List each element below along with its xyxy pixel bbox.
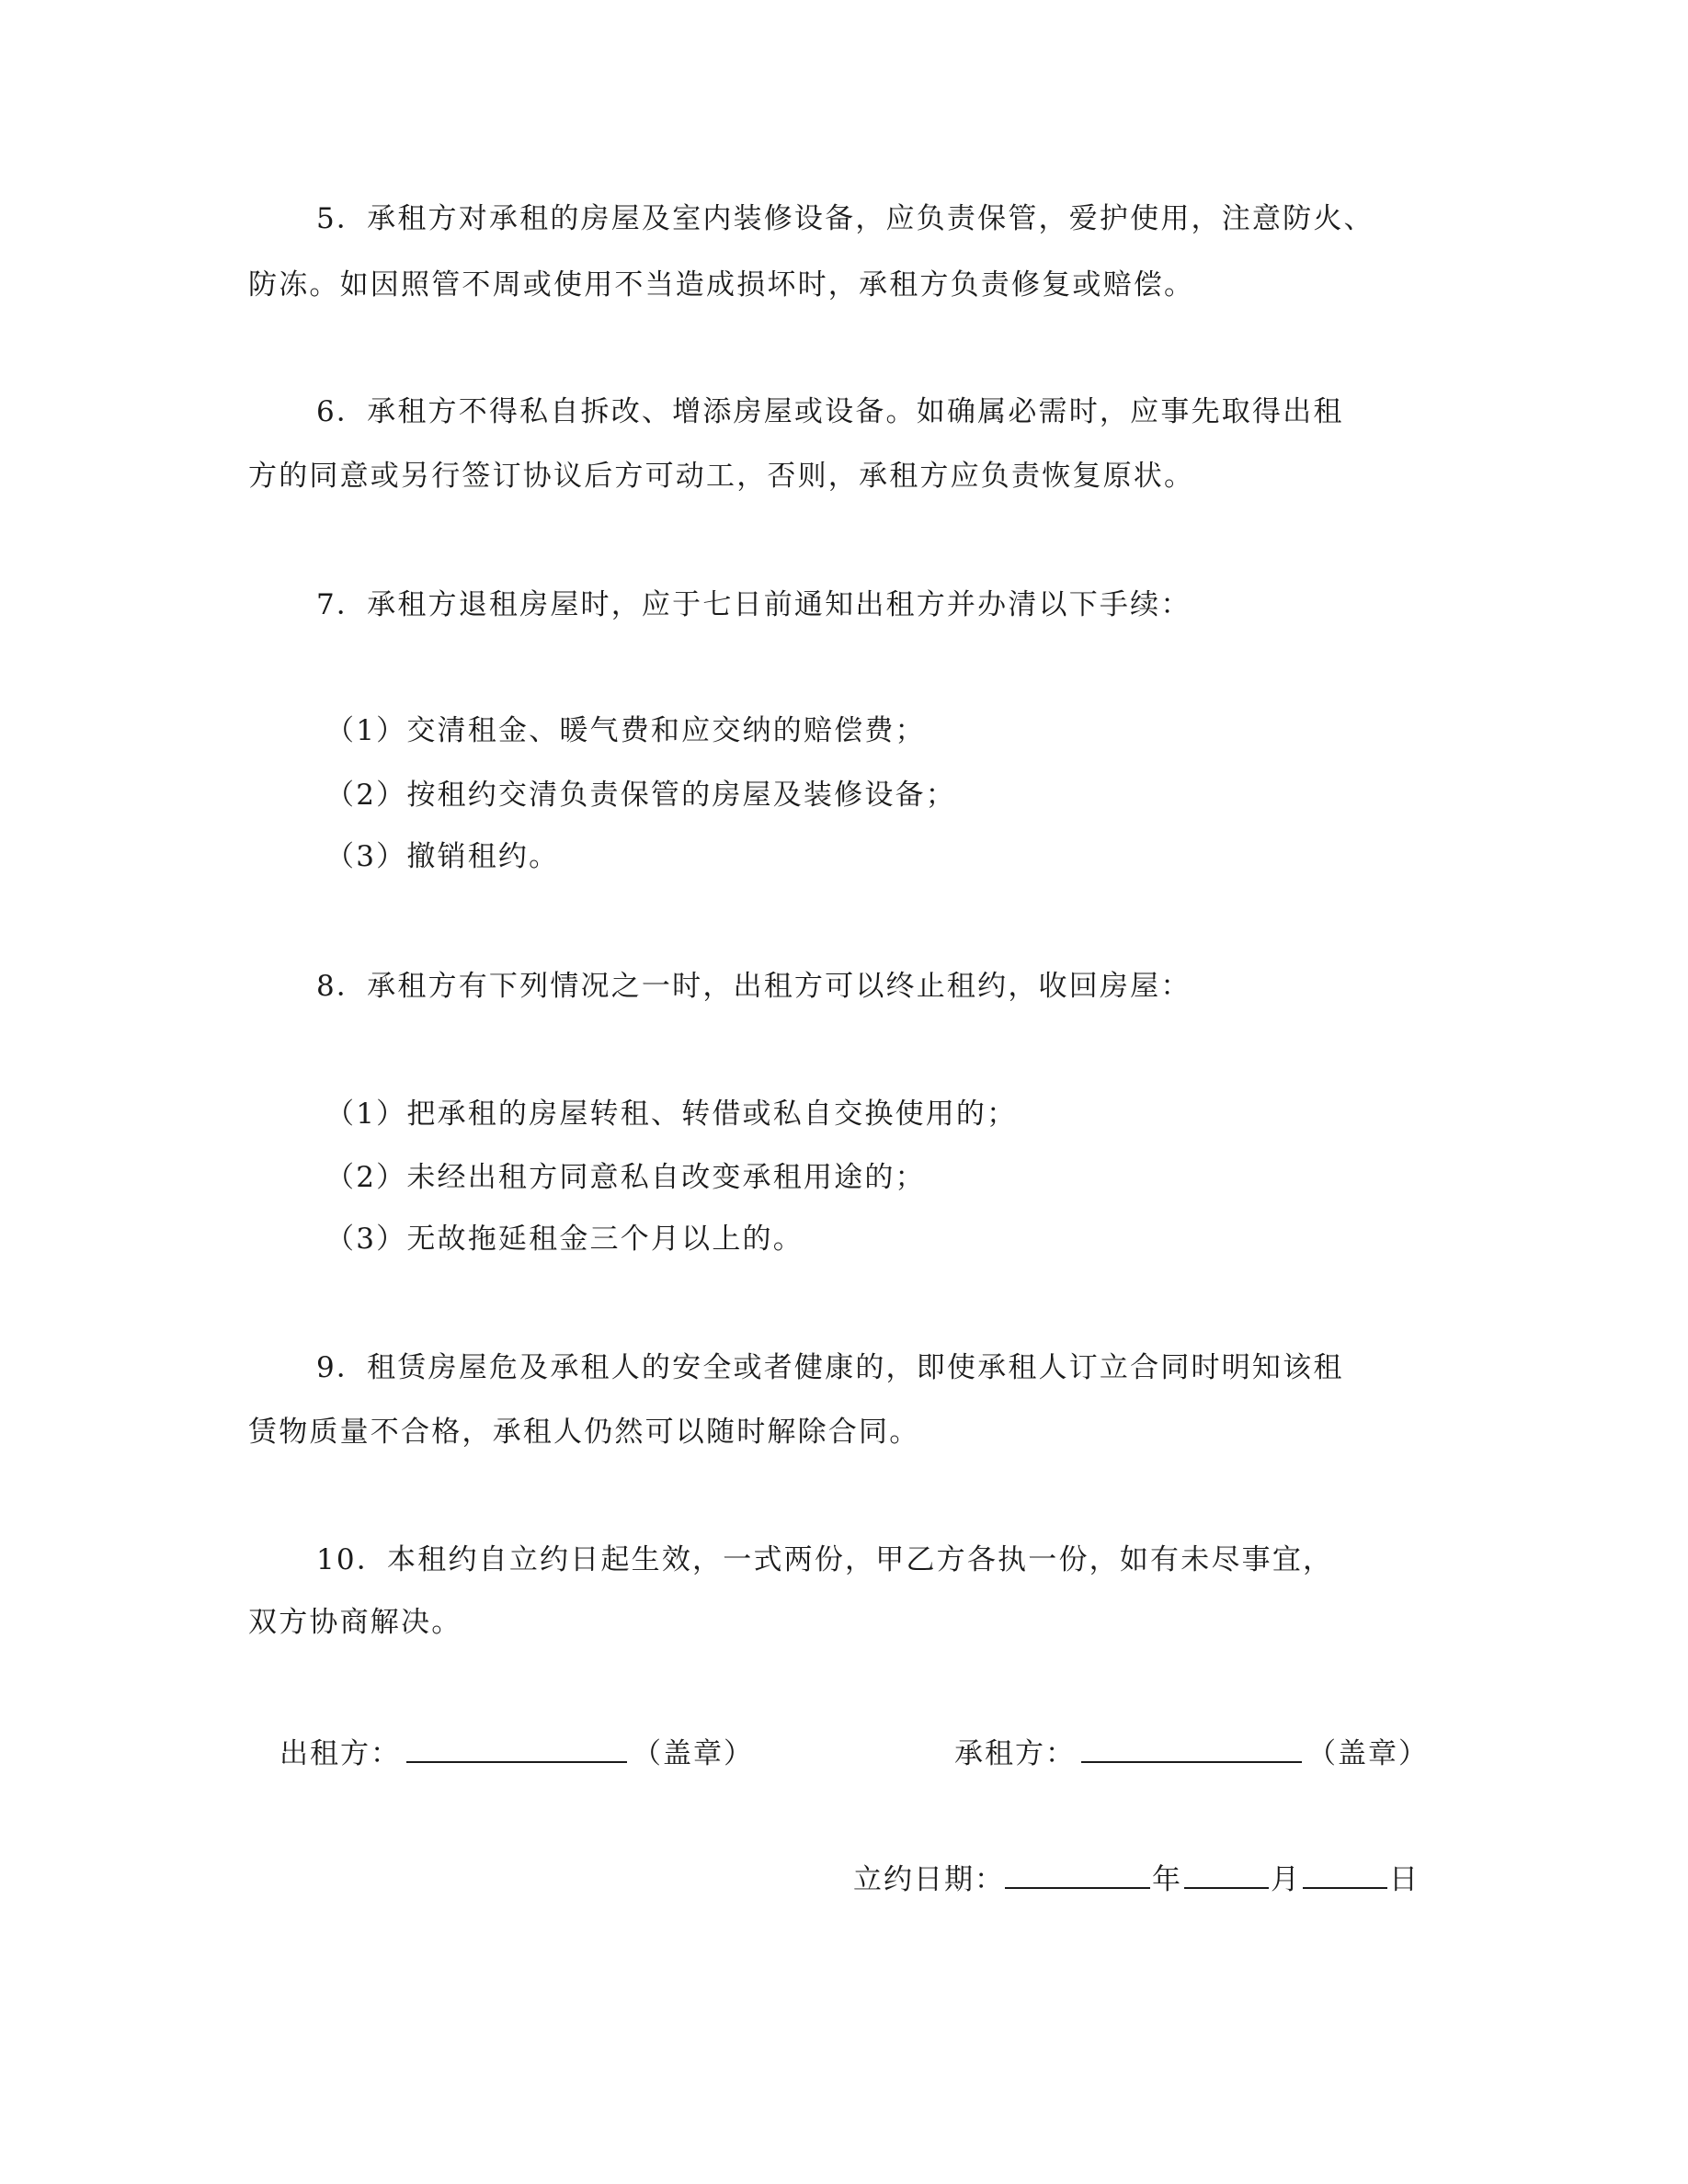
clause-6-line-1: 6．承租方不得私自拆改、增添房屋或设备。如确属必需时，应事先取得出租 xyxy=(316,395,1344,428)
clause-7-item-2: （2）按租约交清负责保管的房屋及装修设备； xyxy=(325,779,956,812)
clause-8-item-1: （1）把承租的房屋转租、转借或私自交换使用的； xyxy=(325,1098,1018,1131)
month-label: 月 xyxy=(1271,1863,1301,1896)
day-label: 日 xyxy=(1389,1863,1420,1896)
clause-8-line-1: 8．承租方有下列情况之一时，出租方可以终止租约，收回房屋： xyxy=(316,970,1192,1003)
year-blank[interactable] xyxy=(1005,1860,1150,1889)
agreement-date xyxy=(853,1860,1420,1898)
clause-7-line-1: 7．承租方退租房屋时，应于七日前通知出租方并办清以下手续： xyxy=(316,588,1192,621)
lessor-signature xyxy=(279,1734,754,1772)
month-blank[interactable] xyxy=(1184,1860,1269,1889)
clause-10-line-2: 双方协商解决。 xyxy=(248,1606,462,1639)
lessee-signature-line[interactable] xyxy=(1081,1734,1302,1763)
day-blank[interactable] xyxy=(1303,1860,1387,1889)
clause-8-item-3: （3）无故拖延租金三个月以上的。 xyxy=(325,1223,804,1256)
clause-7-item-3: （3）撤销租约。 xyxy=(325,840,560,873)
clause-9-line-1: 9．租赁房屋危及承租人的安全或者健康的，即使承租人订立合同时明知该租 xyxy=(316,1351,1344,1384)
year-label: 年 xyxy=(1152,1863,1182,1896)
clause-9-line-2: 赁物质量不合格，承租人仍然可以随时解除合同。 xyxy=(248,1416,920,1449)
clause-5-line-1: 5．承租方对承租的房屋及室内装修设备，应负责保管，爱护使用，注意防火、 xyxy=(316,202,1374,235)
lessor-seal: （盖章） xyxy=(633,1737,754,1770)
lessee-label: 承租方： xyxy=(954,1737,1076,1770)
date-label: 立约日期： xyxy=(853,1863,1005,1896)
lessee-signature xyxy=(954,1734,1429,1772)
lessor-label: 出租方： xyxy=(279,1737,401,1770)
lessee-seal: （盖章） xyxy=(1307,1737,1429,1770)
clause-10-line-1: 10．本租约自立约日起生效，一式两份，甲乙方各执一份，如有未尽事宜， xyxy=(316,1543,1334,1576)
lessor-signature-line[interactable] xyxy=(406,1734,627,1763)
clause-6-line-2: 方的同意或另行签订协议后方可动工，否则，承租方应负责恢复原状。 xyxy=(248,460,1195,493)
clause-8-item-2: （2）未经出租方同意私自改变承租用途的； xyxy=(325,1161,926,1194)
clause-5-line-2: 防冻。如因照管不周或使用不当造成损坏时，承租方负责修复或赔偿。 xyxy=(248,268,1195,301)
clause-7-item-1: （1）交清租金、暖气费和应交纳的赔偿费； xyxy=(325,714,926,747)
